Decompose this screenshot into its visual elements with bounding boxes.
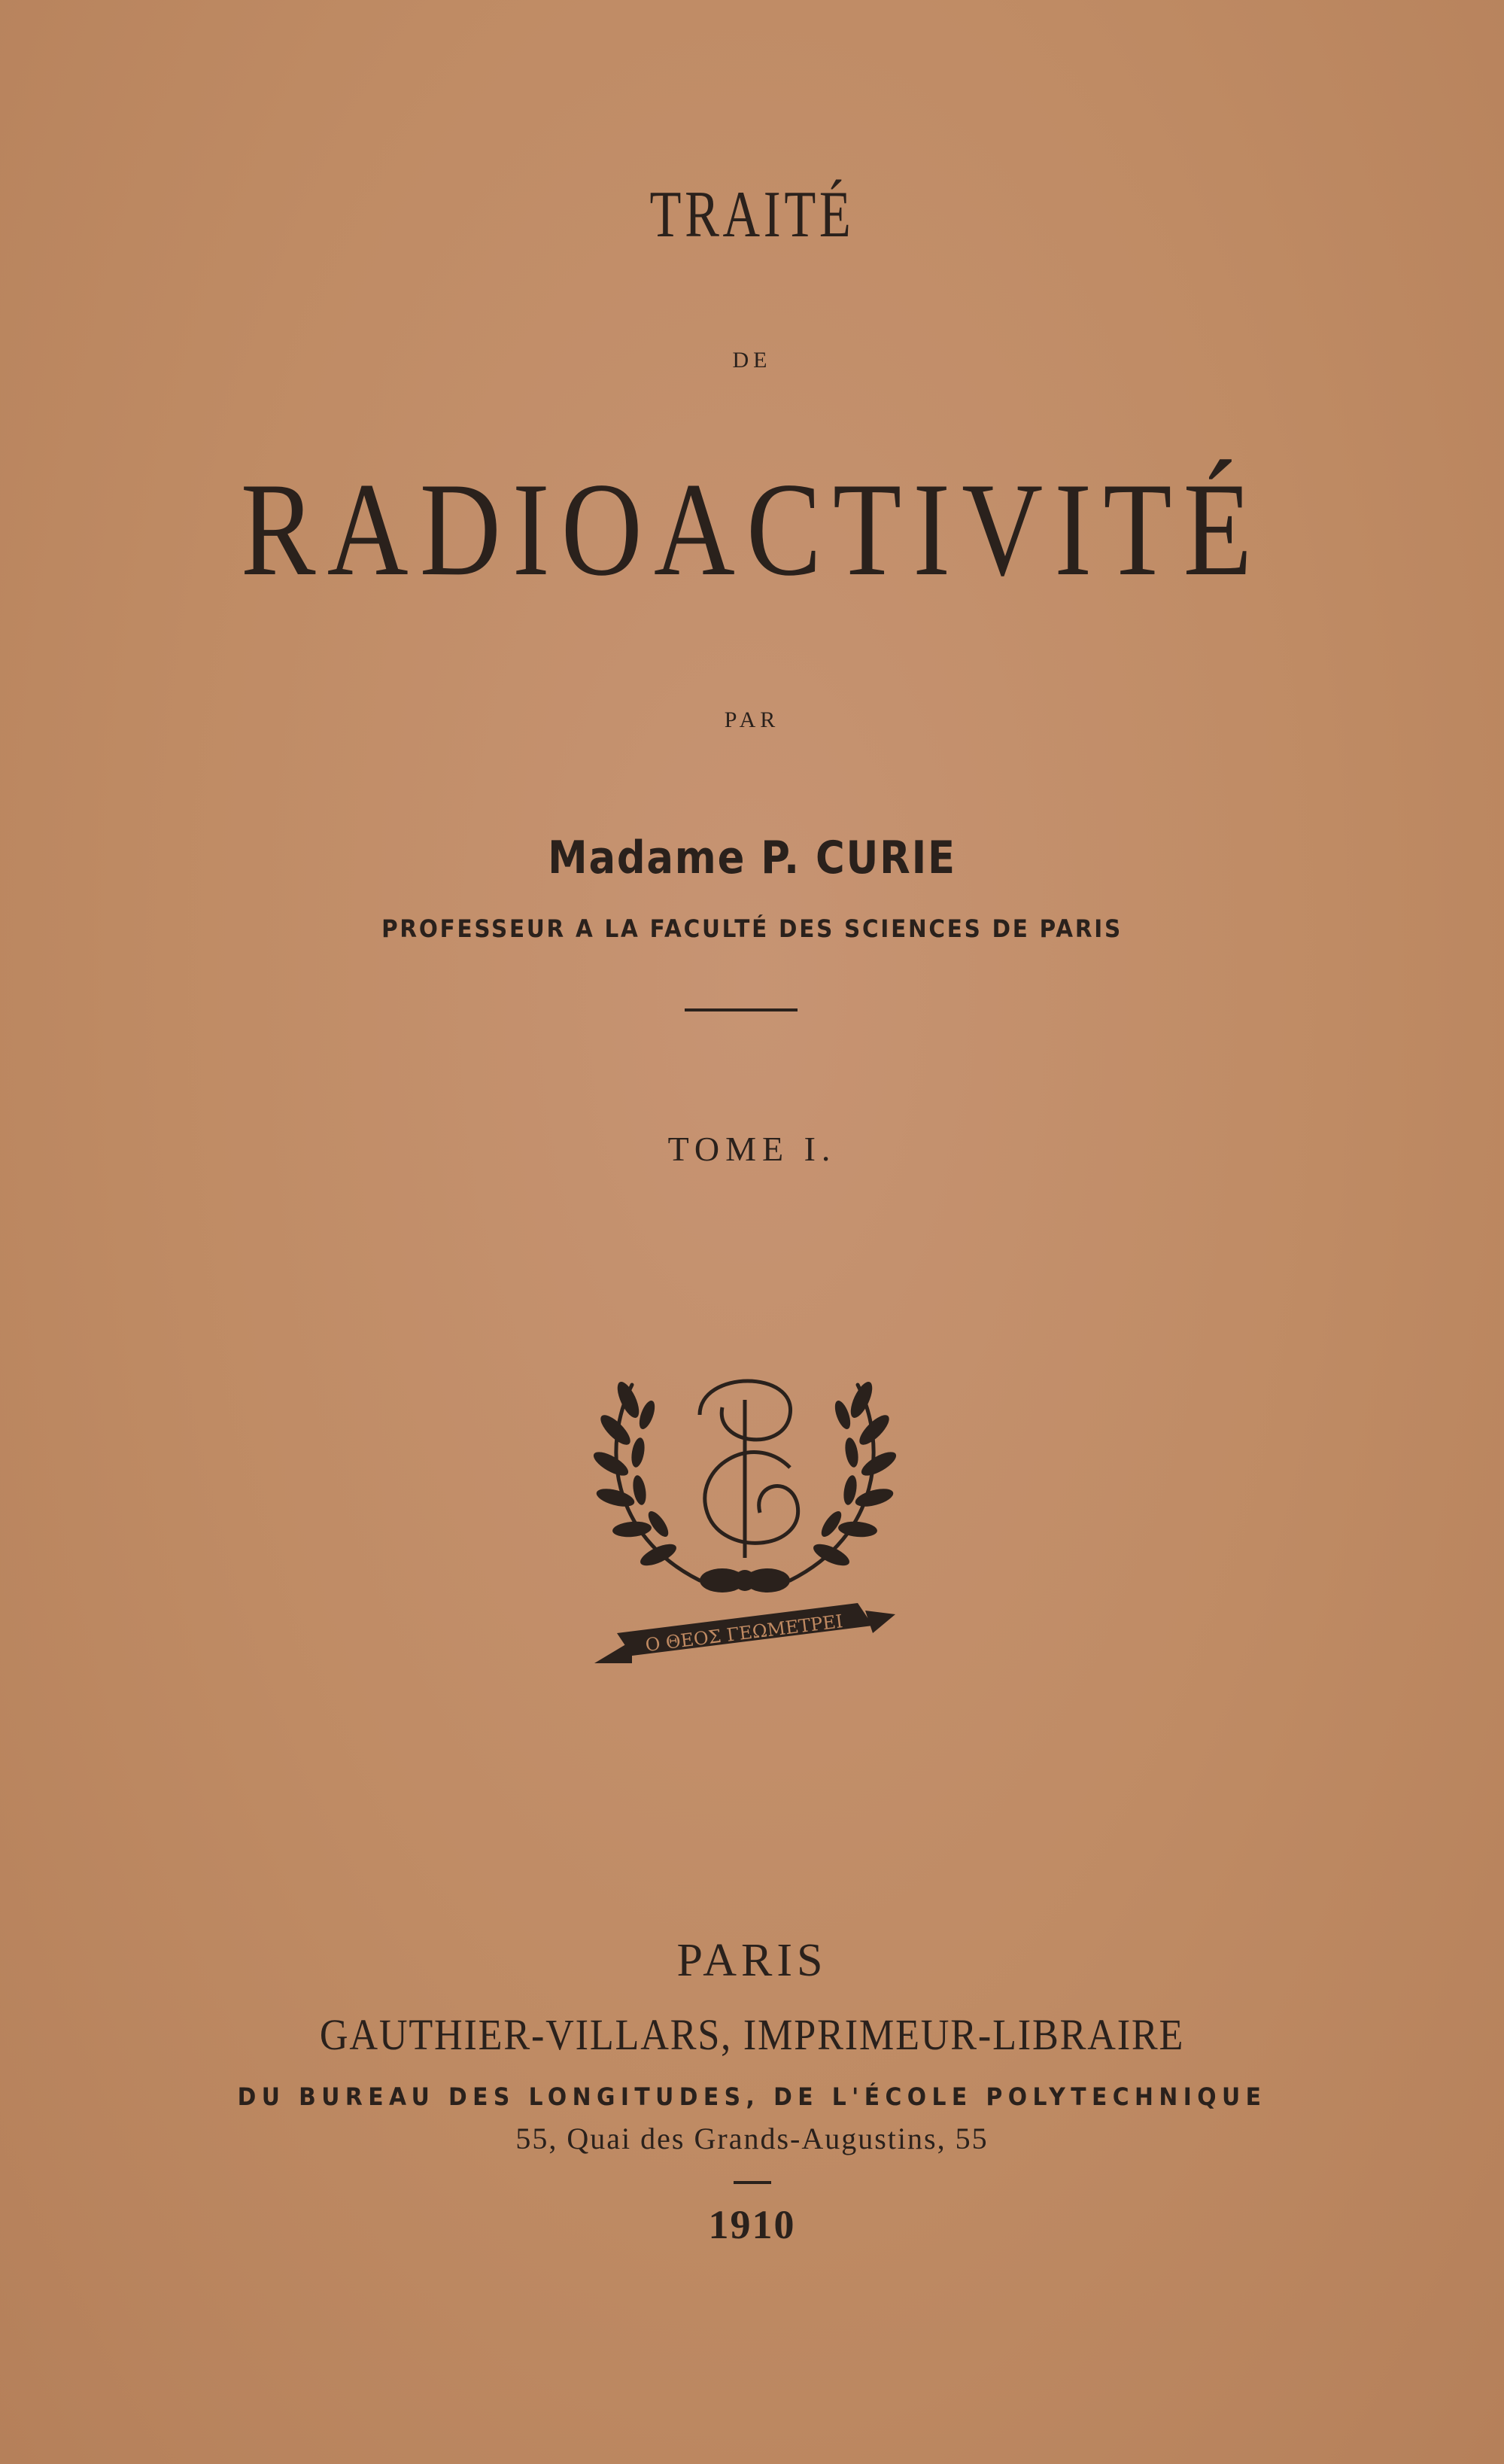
author-affiliation: PROFESSEUR A LA FACULTÉ DES SCIENCES DE PARIS [381, 914, 1123, 943]
imprint-publisher: GAUTHIER-VILLARS, IMPRIMEUR-LIBRAIRE [319, 2010, 1185, 2059]
divider-rule [685, 1008, 798, 1011]
imprint-year: 1910 [708, 2202, 796, 2247]
title-radioactivite: RADIOACTIVITÉ [240, 455, 1264, 604]
laurel-wreath-monogram-icon [587, 1355, 903, 1686]
author-name: Madame P. CURIE [548, 832, 956, 884]
motto-text: Ο ΘΕΟΣ ΓΕΩΜΕΤΡΕΙ [644, 1611, 844, 1656]
imprint-city: PARIS [676, 1935, 828, 1986]
imprint-publisher-sub: DU BUREAU DES LONGITUDES, DE L'ÉCOLE POLYTECHNIQUE [237, 2082, 1267, 2111]
title-connector: DE [732, 348, 772, 373]
byline-par: PAR [724, 707, 780, 732]
imprint-address: 55, Quai des Grands-Augustins, 55 [515, 2122, 989, 2155]
title-traite: TRAITÉ [649, 178, 855, 251]
volume-label: TOME I. [667, 1130, 837, 1168]
year-rule [734, 2181, 771, 2184]
